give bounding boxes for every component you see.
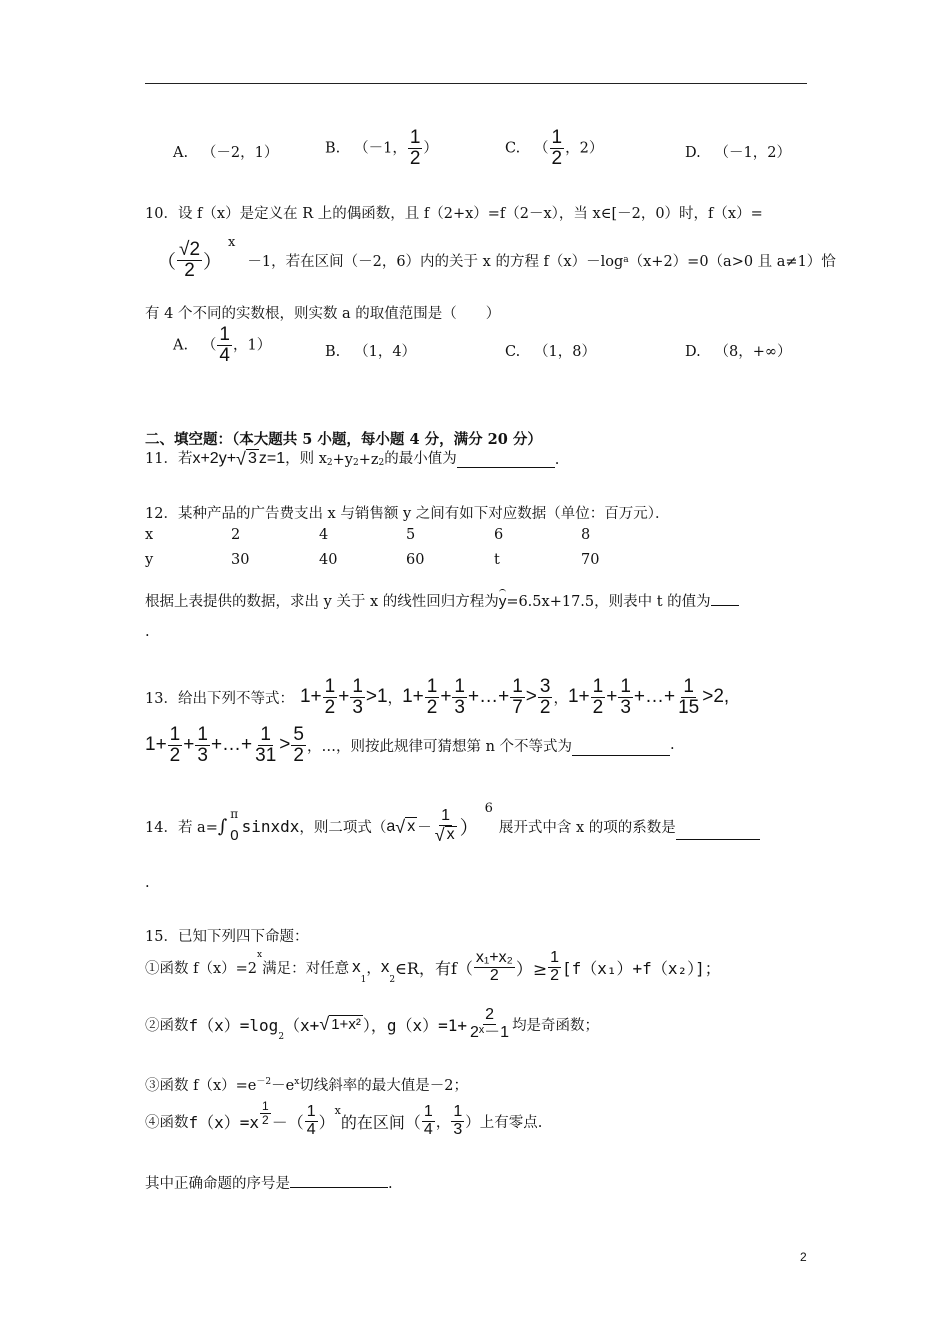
q13-line-2: 1+ $\frac{1}{2}$ + $\frac{1}{3}$ +…+ $\frac{1}{31}$ > $\frac{5}{2}$ ，…，则按此规律可猜想第 n 个不等式为 . <box>145 724 675 766</box>
table-cell: 30 <box>231 552 250 568</box>
q9-option-b: B. （－1， $\frac{1}{2}$ ） <box>325 127 438 169</box>
table-cell: 40 <box>319 552 338 568</box>
q9-option-c: C. （ $\frac{1}{2}$ ，2） <box>505 127 604 169</box>
table-cell: 4 <box>319 527 329 543</box>
q13-answer-blank[interactable] <box>572 743 670 756</box>
q10-line-3: 有 4 个不同的实数根，则实数 a 的取值范围是（ ） <box>145 306 501 322</box>
q12-end: . <box>145 624 150 640</box>
q10-line-2: （ $\frac{√2}{2}$ ） x －1，若在区间（－2，6）内的关于 x 的方程 f（x）－log a （x+2）=0（a>0 且 a≠1）恰 <box>157 234 836 281</box>
table-cell: 60 <box>406 552 425 568</box>
q10-base-fraction: $\frac{√2}{2}$ <box>179 239 201 281</box>
q15-proposition-2: ②函数 f（x）=log 2 （x+ √ 1+x² ），g（x）=1+ $\frac{2}{\text{2ˣ－1}}$ 均是奇函数； <box>145 1006 600 1042</box>
q15-proposition-4: ④函数 f（x）=x $\frac{1}{2}$ －（ $\frac{1}{4}$ ） x 的在区间（ $\frac{1}{4}$ ， $\frac{1}{3}$ ）上有零点. <box>145 1099 543 1138</box>
q14-answer-blank[interactable] <box>676 827 760 840</box>
table-cell: 2 <box>231 527 241 543</box>
table-cell: y <box>145 552 154 568</box>
q14-end: . <box>145 875 150 891</box>
y-hat: y <box>498 593 507 610</box>
question-11: 11．若 x+2y+ √ 3 z=1 ，则 x 2 +y 2 +z 2 的最小值为 . <box>145 449 560 469</box>
q10-line-1: 10．设 f（x）是定义在 R 上的偶函数，且 f（2+x）=f（2－x），当 x∈[－2，0）时，f（x）= <box>145 206 763 222</box>
q9-option-a: A. （－2，1） <box>173 145 279 161</box>
q10-option-d: D. （8，+∞） <box>685 344 792 360</box>
q12-answer-blank[interactable] <box>711 593 739 606</box>
header-rule <box>145 83 807 84</box>
table-cell: 8 <box>581 527 591 543</box>
table-cell: x <box>145 527 154 543</box>
q15-intro: 15．已知下列四下命题： <box>145 929 309 945</box>
table-cell: 70 <box>581 552 600 568</box>
section-2-heading: 二、填空题：（本大题共 5 小题，每小题 4 分，满分 20 分） <box>145 431 542 448</box>
q9-option-d: D. （－1，2） <box>685 145 791 161</box>
q15-conclusion: 其中正确命题的序号是 . <box>145 1176 393 1192</box>
table-cell: t <box>494 552 500 568</box>
q15-proposition-3: ③函数 $f(x)=e^{-2}-e^x$切线斜率的最大值是－2； <box>145 1077 469 1094</box>
q10-option-a: A. （ $\frac{1}{4}$ ，1） <box>173 324 272 366</box>
q13-line-1: 13．给出下列不等式： 1+ $\frac{1}{2}$ + $\frac{1}{3}$ >1 ， 1+ $\frac{1}{2}$ + $\frac{1}{3}$ +…+ $\frac{1}{7}$ > $\frac{3}{2}$ ， 1+ $\frac{1}{2}$ + $\frac{1}{3}$ +…+ $\frac{1}{15}$ >2, <box>145 676 730 718</box>
q12-intro: 12．某种产品的广告费支出 x 与销售额 y 之间有如下对应数据（单位：百万元）． <box>145 506 670 522</box>
q14-line: 14．若 a= ∫ π 0 sinxdx ，则二项式（ a √ x － 1 √ x ） 6 展开式中含 x 的项的系数是 <box>145 805 760 848</box>
q12-question: 根据上表提供的数据，求出 y 关于 x 的线性回归方程为y=6.5x+17.5，则表中 t 的值为 <box>145 590 739 611</box>
table-cell: 5 <box>406 527 416 543</box>
table-cell: 6 <box>494 527 504 543</box>
q10-option-b: B. （1，4） <box>325 344 417 360</box>
page-number: 2 <box>800 1250 807 1264</box>
q15-answer-blank[interactable] <box>290 1175 388 1188</box>
q11-sqrt: √ 3 <box>236 449 257 469</box>
q15-proposition-1: ①函数 f（x）=2 x 满足：对任意 x 1 ， x 2 ∈R，有f（ $\frac{\text{x₁+x₂}}{2}$ ）≥ $\frac{1}{2}$ [f（x₁）+f（x₂）]； <box>145 949 721 985</box>
q10-option-c: C. （1，8） <box>505 344 596 360</box>
q11-answer-blank[interactable] <box>457 455 555 468</box>
